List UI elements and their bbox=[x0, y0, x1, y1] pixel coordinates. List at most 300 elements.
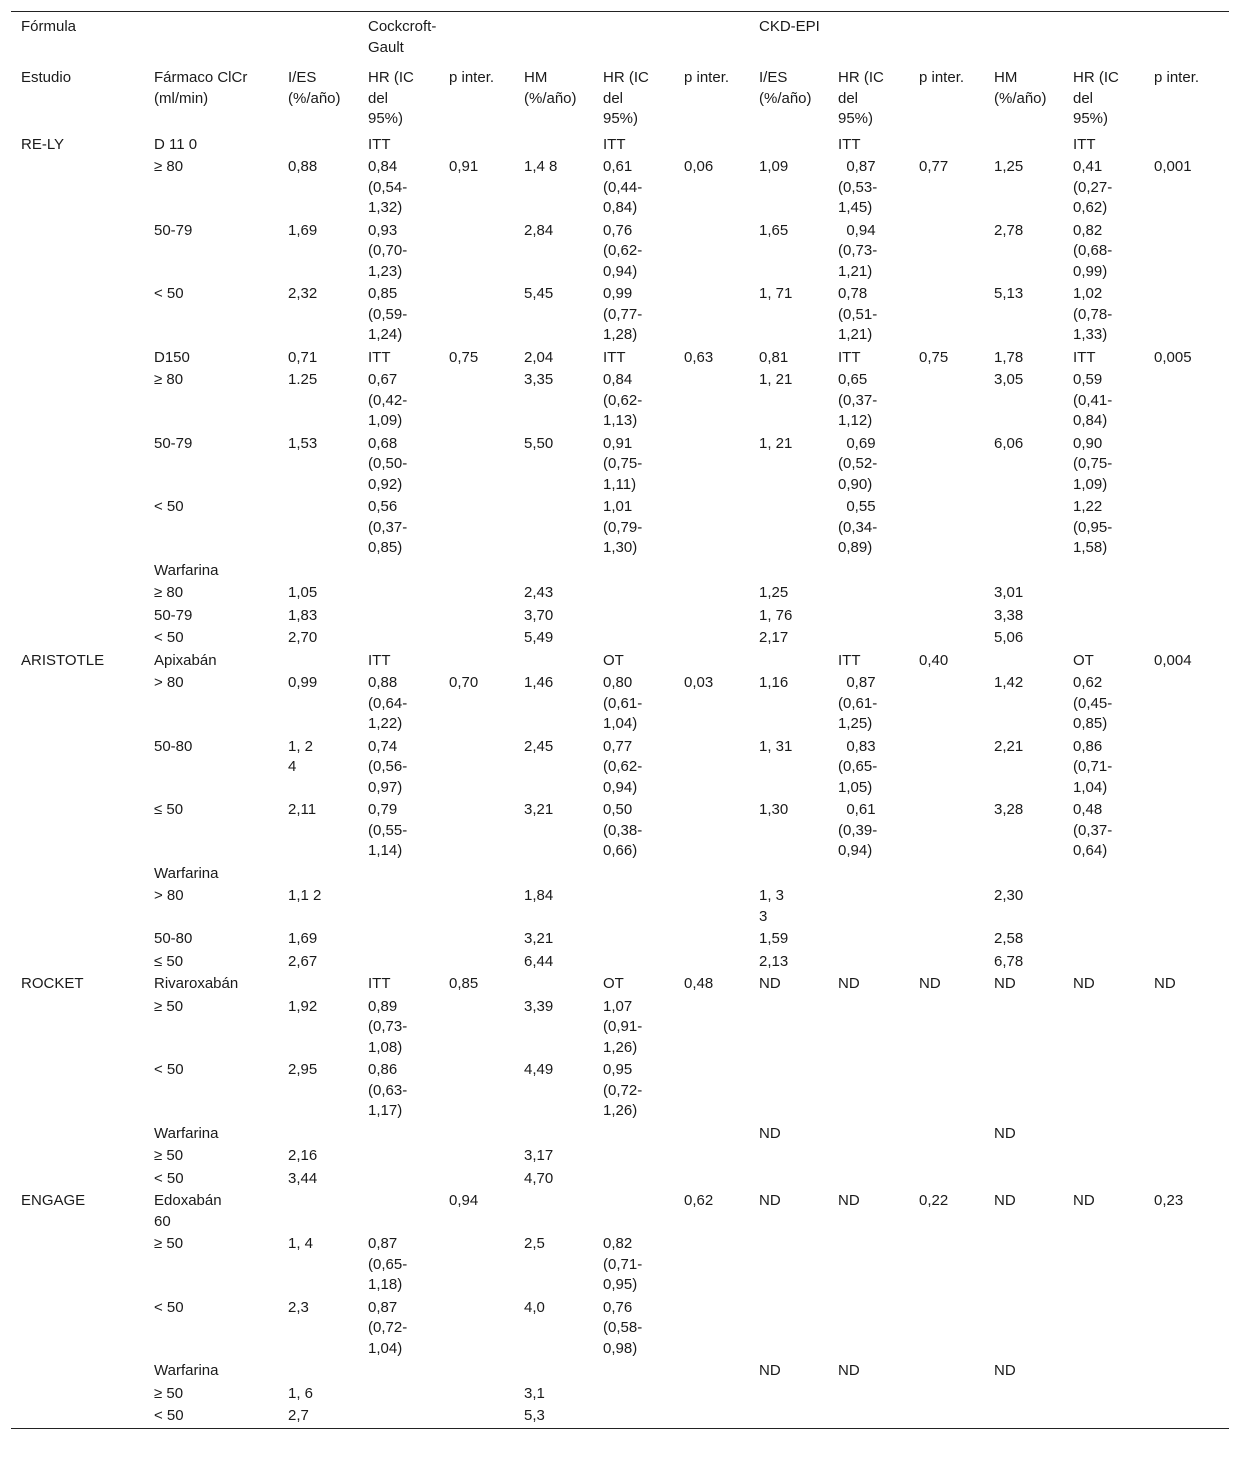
table-cell bbox=[11, 1145, 144, 1168]
table-cell bbox=[278, 973, 358, 996]
results-table bbox=[11, 11, 1229, 1429]
table-cell: 1, 3 3 bbox=[759, 887, 785, 925]
table-cell: ND bbox=[838, 975, 860, 992]
table-row bbox=[11, 863, 1229, 886]
table-cell: 0,61 (0,44- 0,84) bbox=[603, 158, 643, 216]
table-cell bbox=[674, 605, 749, 628]
table-cell bbox=[439, 885, 514, 928]
table-cell bbox=[11, 220, 144, 284]
table-cell: 2,21 bbox=[994, 737, 1024, 755]
table-cell bbox=[909, 1123, 984, 1146]
table-cell bbox=[358, 627, 439, 650]
table-cell bbox=[514, 863, 593, 886]
table-cell: 2,17 bbox=[759, 629, 789, 646]
formula-header-row-cell: Fórmula bbox=[21, 18, 77, 35]
table-cell bbox=[11, 996, 144, 1060]
table-cell bbox=[674, 560, 749, 583]
table-cell bbox=[674, 736, 749, 800]
table-cell bbox=[11, 1383, 144, 1406]
table-cell: 0,74 (0,56- 0,97) bbox=[368, 737, 408, 796]
table-cell: 0,23 bbox=[1154, 1192, 1184, 1209]
table-cell bbox=[674, 996, 749, 1060]
table-cell: ITT bbox=[838, 135, 861, 153]
table-cell bbox=[439, 1297, 514, 1361]
table-cell bbox=[593, 1383, 674, 1406]
table-cell bbox=[1063, 1383, 1144, 1406]
table-cell bbox=[828, 928, 909, 951]
table-cell bbox=[909, 1059, 984, 1123]
table-cell bbox=[909, 134, 984, 157]
table-cell bbox=[1063, 605, 1144, 628]
table-cell: 0,48 (0,37- 0,64) bbox=[1073, 801, 1113, 859]
table-row bbox=[11, 582, 1229, 605]
table-cell bbox=[11, 627, 144, 650]
table-cell bbox=[1063, 885, 1144, 928]
table-cell: Warfarina bbox=[154, 561, 219, 579]
table-cell: 1,4 8 bbox=[524, 158, 558, 175]
table-cell: 5,13 bbox=[994, 285, 1024, 302]
table-cell: 2,45 bbox=[524, 737, 554, 755]
table-cell: 0,82 (0,71- 0,95) bbox=[603, 1235, 643, 1293]
table-cell bbox=[1144, 1145, 1229, 1168]
table-cell bbox=[1063, 1405, 1144, 1428]
table-cell bbox=[1063, 928, 1144, 951]
table-cell: 1, 4 bbox=[288, 1235, 314, 1252]
table-cell: 5,45 bbox=[524, 285, 554, 302]
table-cell bbox=[593, 928, 674, 951]
table-row bbox=[11, 1360, 1229, 1383]
table-cell bbox=[1144, 1059, 1229, 1123]
table-cell bbox=[909, 928, 984, 951]
table-cell bbox=[674, 951, 749, 974]
table-cell: 1,30 bbox=[759, 801, 789, 818]
column-header-row-cell: p inter. bbox=[449, 69, 495, 86]
table-cell: 0,88 bbox=[288, 158, 318, 175]
table-cell: 0,84 (0,62- 1,13) bbox=[603, 371, 643, 429]
table-cell: 2,32 bbox=[288, 285, 318, 302]
table-cell: 1,02 (0,78- 1,33) bbox=[1073, 285, 1113, 343]
table-cell bbox=[439, 1168, 514, 1191]
table-cell bbox=[1063, 1059, 1144, 1123]
table-cell bbox=[1144, 1123, 1229, 1146]
table-cell bbox=[278, 560, 358, 583]
table-cell bbox=[1144, 134, 1229, 157]
table-cell bbox=[439, 736, 514, 800]
table-cell: 1,46 bbox=[524, 674, 554, 691]
table-row bbox=[11, 605, 1229, 628]
column-header-row-cell: HM (%/año) bbox=[994, 69, 1047, 107]
table-cell: 0,81 bbox=[759, 348, 789, 366]
table-cell: 1, 21 bbox=[759, 434, 793, 452]
table-cell bbox=[514, 560, 593, 583]
table-cell bbox=[909, 220, 984, 284]
table-cell: 0,95 (0,72- 1,26) bbox=[603, 1061, 643, 1119]
table-cell: Edoxabán 60 bbox=[154, 1192, 222, 1230]
table-cell: 0,82 (0,68- 0,99) bbox=[1073, 221, 1113, 280]
table-cell: 50-80 bbox=[154, 930, 193, 947]
table-cell: ≥ 80 bbox=[154, 158, 184, 175]
table-row bbox=[11, 951, 1229, 974]
table-cell: 0,68 (0,50- 0,92) bbox=[368, 434, 408, 493]
table-cell bbox=[909, 582, 984, 605]
table-cell bbox=[1144, 672, 1229, 736]
table-cell bbox=[593, 582, 674, 605]
table-cell: ITT bbox=[838, 348, 861, 366]
table-cell bbox=[358, 863, 439, 886]
table-cell: Warfarina bbox=[154, 1124, 219, 1142]
table-cell: 3,21 bbox=[524, 801, 554, 818]
table-cell: 0,65 (0,37- 1,12) bbox=[838, 371, 878, 429]
table-cell: 0,67 (0,42- 1,09) bbox=[368, 371, 408, 429]
table-cell: 1, 2 4 bbox=[288, 737, 314, 775]
table-cell: 2,70 bbox=[288, 629, 318, 646]
table-cell: ≥ 50 bbox=[154, 1384, 184, 1402]
formula-header-row-cell bbox=[909, 12, 984, 65]
table-cell: 50-79 bbox=[154, 434, 193, 452]
formula-header-row bbox=[11, 12, 1229, 65]
table-cell: 1,01 (0,79- 1,30) bbox=[603, 498, 643, 556]
table-cell bbox=[1063, 1297, 1144, 1361]
table-row bbox=[11, 369, 1229, 433]
column-header-row-cell: HR (IC del 95%) bbox=[368, 69, 414, 127]
table-cell: 1,07 (0,91- 1,26) bbox=[603, 997, 643, 1056]
column-header-row-cell: I/ES (%/año) bbox=[759, 69, 812, 107]
table-cell bbox=[984, 1145, 1063, 1168]
table-cell: 3,35 bbox=[524, 371, 554, 388]
table-cell bbox=[439, 627, 514, 650]
table-row bbox=[11, 650, 1229, 673]
table-cell bbox=[1144, 736, 1229, 800]
table-cell: ≥ 50 bbox=[154, 1147, 184, 1164]
table-cell bbox=[828, 951, 909, 974]
table-cell: 0,99 bbox=[288, 674, 318, 691]
table-cell bbox=[828, 1297, 909, 1361]
table-cell bbox=[439, 1383, 514, 1406]
table-cell: 0,77 bbox=[919, 158, 949, 175]
table-cell: ≥ 80 bbox=[154, 371, 184, 388]
table-cell bbox=[984, 496, 1063, 560]
table-cell bbox=[593, 627, 674, 650]
table-cell bbox=[11, 928, 144, 951]
table-cell: ITT bbox=[368, 975, 391, 992]
column-header-row-cell: HR (IC del 95%) bbox=[1073, 69, 1119, 127]
table-cell bbox=[674, 885, 749, 928]
table-cell bbox=[674, 1233, 749, 1297]
formula-header-row-cell bbox=[144, 12, 278, 65]
table-cell bbox=[984, 1383, 1063, 1406]
table-cell bbox=[909, 560, 984, 583]
table-cell bbox=[593, 605, 674, 628]
table-cell bbox=[358, 1360, 439, 1383]
table-cell bbox=[749, 560, 828, 583]
table-cell bbox=[1144, 1297, 1229, 1361]
formula-header-row-cell bbox=[1144, 12, 1229, 65]
table-row bbox=[11, 560, 1229, 583]
table-cell bbox=[1144, 496, 1229, 560]
table-cell: 0,80 (0,61- 1,04) bbox=[603, 674, 643, 732]
table-cell bbox=[909, 1405, 984, 1428]
table-cell: 1,65 bbox=[759, 221, 789, 239]
table-cell: 4,49 bbox=[524, 1061, 554, 1078]
table-cell bbox=[1063, 1233, 1144, 1297]
table-cell: 1,84 bbox=[524, 887, 554, 904]
table-cell bbox=[1063, 560, 1144, 583]
table-cell: 0,79 (0,55- 1,14) bbox=[368, 801, 408, 859]
table-cell: ROCKET bbox=[21, 975, 84, 992]
table-cell: > 80 bbox=[154, 887, 184, 904]
table-cell bbox=[11, 1059, 144, 1123]
formula-header-row-cell bbox=[984, 12, 1063, 65]
table-cell bbox=[11, 672, 144, 736]
table-cell bbox=[909, 996, 984, 1060]
table-cell bbox=[278, 650, 358, 673]
table-cell bbox=[514, 973, 593, 996]
table-cell: 3,17 bbox=[524, 1147, 554, 1164]
table-row bbox=[11, 1297, 1229, 1361]
table-cell: ITT bbox=[1073, 135, 1096, 153]
table-cell: 5,3 bbox=[524, 1407, 545, 1424]
table-cell bbox=[439, 1145, 514, 1168]
table-cell bbox=[439, 863, 514, 886]
table-cell: 0,56 (0,37- 0,85) bbox=[368, 498, 408, 556]
table-cell bbox=[984, 996, 1063, 1060]
table-cell bbox=[749, 650, 828, 673]
table-cell bbox=[1144, 996, 1229, 1060]
table-cell bbox=[909, 1297, 984, 1361]
table-cell: < 50 bbox=[154, 1169, 184, 1187]
table-cell bbox=[11, 605, 144, 628]
table-cell: 3,05 bbox=[994, 371, 1024, 388]
table-cell bbox=[593, 560, 674, 583]
table-cell bbox=[674, 1145, 749, 1168]
table-cell bbox=[674, 1297, 749, 1361]
table-cell bbox=[358, 928, 439, 951]
formula-header-row-cell bbox=[674, 12, 749, 65]
table-cell bbox=[11, 1123, 144, 1146]
table-cell: 0,75 bbox=[919, 348, 949, 366]
table-cell bbox=[674, 928, 749, 951]
table-cell: 2,3 bbox=[288, 1298, 309, 1316]
table-cell bbox=[278, 1123, 358, 1146]
table-row bbox=[11, 1190, 1229, 1233]
table-cell: 3,39 bbox=[524, 997, 554, 1015]
table-cell: 3,44 bbox=[288, 1169, 318, 1187]
table-cell: ND bbox=[919, 975, 941, 992]
table-cell: 1, 21 bbox=[759, 371, 793, 388]
table-cell: 0,94 bbox=[449, 1192, 479, 1209]
formula-header-row-cell bbox=[1063, 12, 1144, 65]
table-cell bbox=[828, 582, 909, 605]
table-cell: 0,03 bbox=[684, 674, 714, 691]
table-cell: 2,58 bbox=[994, 930, 1024, 947]
table-cell: 0,70 bbox=[449, 674, 479, 691]
table-cell: 0,005 bbox=[1154, 348, 1192, 366]
table-cell bbox=[593, 863, 674, 886]
table-row bbox=[11, 134, 1229, 157]
table-cell: ITT bbox=[603, 135, 626, 153]
table-cell bbox=[909, 283, 984, 347]
table-cell: ITT bbox=[838, 651, 861, 669]
table-cell: 0,87 (0,65- 1,18) bbox=[368, 1235, 408, 1293]
column-header-row-cell: HM (%/año) bbox=[524, 69, 577, 107]
table-cell bbox=[1144, 928, 1229, 951]
table-cell bbox=[1144, 799, 1229, 863]
table-cell bbox=[828, 885, 909, 928]
table-cell bbox=[1063, 1123, 1144, 1146]
table-cell bbox=[749, 1168, 828, 1191]
table-cell bbox=[1144, 220, 1229, 284]
table-cell bbox=[828, 627, 909, 650]
table-cell bbox=[984, 1405, 1063, 1428]
formula-header-row-cell bbox=[593, 12, 674, 65]
table-cell: 0,55 (0,34- 0,89) bbox=[838, 498, 878, 556]
table-cell: 0,76 (0,62- 0,94) bbox=[603, 221, 643, 280]
table-cell: 1,1 2 bbox=[288, 887, 322, 904]
table-cell bbox=[439, 582, 514, 605]
table-cell bbox=[11, 1297, 144, 1361]
table-cell bbox=[828, 1123, 909, 1146]
table-cell bbox=[11, 156, 144, 220]
table-cell bbox=[749, 1145, 828, 1168]
column-header-row-cell: I/ES (%/año) bbox=[288, 69, 341, 107]
table-cell bbox=[439, 134, 514, 157]
table-cell: 0,85 bbox=[449, 975, 479, 992]
table-cell bbox=[1063, 996, 1144, 1060]
table-cell bbox=[11, 1405, 144, 1428]
table-cell bbox=[828, 1405, 909, 1428]
table-cell bbox=[1144, 605, 1229, 628]
table-cell bbox=[358, 1190, 439, 1233]
table-cell: 1, 6 bbox=[288, 1384, 314, 1402]
table-cell bbox=[358, 560, 439, 583]
table-cell: 0,69 (0,52- 0,90) bbox=[838, 434, 878, 493]
table-cell: 1,22 (0,95- 1,58) bbox=[1073, 498, 1113, 556]
table-cell bbox=[909, 951, 984, 974]
table-cell bbox=[674, 650, 749, 673]
table-cell bbox=[1144, 1168, 1229, 1191]
table-cell: < 50 bbox=[154, 629, 184, 646]
table-cell bbox=[439, 996, 514, 1060]
table-cell: 5,06 bbox=[994, 629, 1024, 646]
table-row bbox=[11, 1405, 1229, 1428]
table-cell: ND bbox=[1073, 1192, 1095, 1209]
table-cell bbox=[674, 863, 749, 886]
table-row bbox=[11, 496, 1229, 560]
table-cell: 1,53 bbox=[288, 434, 318, 452]
table-cell bbox=[358, 885, 439, 928]
table-cell: 0,86 (0,71- 1,04) bbox=[1073, 737, 1113, 796]
table-cell bbox=[439, 433, 514, 497]
table-cell bbox=[358, 951, 439, 974]
table-cell: 3,70 bbox=[524, 606, 554, 624]
formula-header-row-cell bbox=[828, 12, 909, 65]
table-cell bbox=[11, 799, 144, 863]
table-cell bbox=[1063, 582, 1144, 605]
table-cell: ≥ 50 bbox=[154, 997, 184, 1015]
formula-header-row-cell bbox=[278, 12, 358, 65]
formula-header-row-cell bbox=[439, 12, 514, 65]
results-table-container bbox=[11, 11, 1229, 1429]
table-cell: Warfarina bbox=[154, 864, 219, 882]
table-cell bbox=[358, 1145, 439, 1168]
table-cell: 4,0 bbox=[524, 1298, 545, 1316]
table-row bbox=[11, 627, 1229, 650]
table-cell: 2,43 bbox=[524, 584, 554, 601]
table-cell: ITT bbox=[368, 135, 391, 153]
table-cell: 1,25 bbox=[994, 158, 1024, 175]
table-cell bbox=[984, 650, 1063, 673]
table-cell bbox=[828, 560, 909, 583]
table-cell: ND bbox=[759, 1192, 781, 1209]
table-cell bbox=[909, 605, 984, 628]
table-cell bbox=[1063, 1360, 1144, 1383]
table-cell: ARISTOTLE bbox=[21, 651, 105, 669]
table-cell bbox=[1063, 951, 1144, 974]
table-cell bbox=[278, 496, 358, 560]
table-cell bbox=[674, 799, 749, 863]
table-cell: 0,75 bbox=[449, 348, 479, 366]
table-cell bbox=[1063, 627, 1144, 650]
table-cell bbox=[828, 1059, 909, 1123]
table-cell bbox=[749, 1297, 828, 1361]
table-cell: 0,48 bbox=[684, 975, 714, 992]
column-header-row bbox=[11, 64, 1229, 134]
table-cell bbox=[984, 1168, 1063, 1191]
table-cell bbox=[11, 283, 144, 347]
table-cell bbox=[1144, 1383, 1229, 1406]
table-cell: 6,78 bbox=[994, 952, 1024, 970]
table-cell bbox=[1144, 283, 1229, 347]
table-cell: 2,67 bbox=[288, 952, 318, 970]
table-cell bbox=[593, 1168, 674, 1191]
table-cell: ITT bbox=[603, 348, 626, 366]
table-cell bbox=[439, 1405, 514, 1428]
table-cell: 0,06 bbox=[684, 158, 714, 175]
column-header-row-cell: HR (IC del 95%) bbox=[838, 69, 884, 127]
table-cell bbox=[749, 1059, 828, 1123]
column-header-row-cell: Fármaco ClCr (ml/min) bbox=[154, 69, 248, 107]
table-cell bbox=[984, 134, 1063, 157]
table-cell: 5,49 bbox=[524, 629, 554, 646]
table-cell bbox=[749, 1405, 828, 1428]
table-cell bbox=[984, 560, 1063, 583]
table-cell bbox=[909, 627, 984, 650]
table-cell bbox=[11, 347, 144, 370]
table-row bbox=[11, 928, 1229, 951]
table-cell: 2,16 bbox=[288, 1147, 318, 1164]
table-cell: 0,001 bbox=[1154, 158, 1192, 175]
table-cell: 1,69 bbox=[288, 930, 318, 947]
table-cell bbox=[11, 433, 144, 497]
table-cell: 3,01 bbox=[994, 584, 1024, 601]
table-cell bbox=[593, 1405, 674, 1428]
table-cell bbox=[749, 496, 828, 560]
table-cell bbox=[909, 863, 984, 886]
table-cell bbox=[984, 1059, 1063, 1123]
table-cell: ENGAGE bbox=[21, 1192, 86, 1209]
table-cell: < 50 bbox=[154, 498, 184, 515]
table-cell: 4,70 bbox=[524, 1169, 554, 1187]
table-cell: > 80 bbox=[154, 674, 184, 691]
table-cell bbox=[749, 996, 828, 1060]
table-cell: 0,62 (0,45- 0,85) bbox=[1073, 674, 1113, 732]
table-cell bbox=[828, 1168, 909, 1191]
table-cell: 0,22 bbox=[919, 1192, 949, 1209]
table-cell: OT bbox=[603, 975, 624, 992]
table-cell bbox=[674, 1168, 749, 1191]
table-cell: ≤ 50 bbox=[154, 952, 184, 970]
table-cell bbox=[593, 1360, 674, 1383]
